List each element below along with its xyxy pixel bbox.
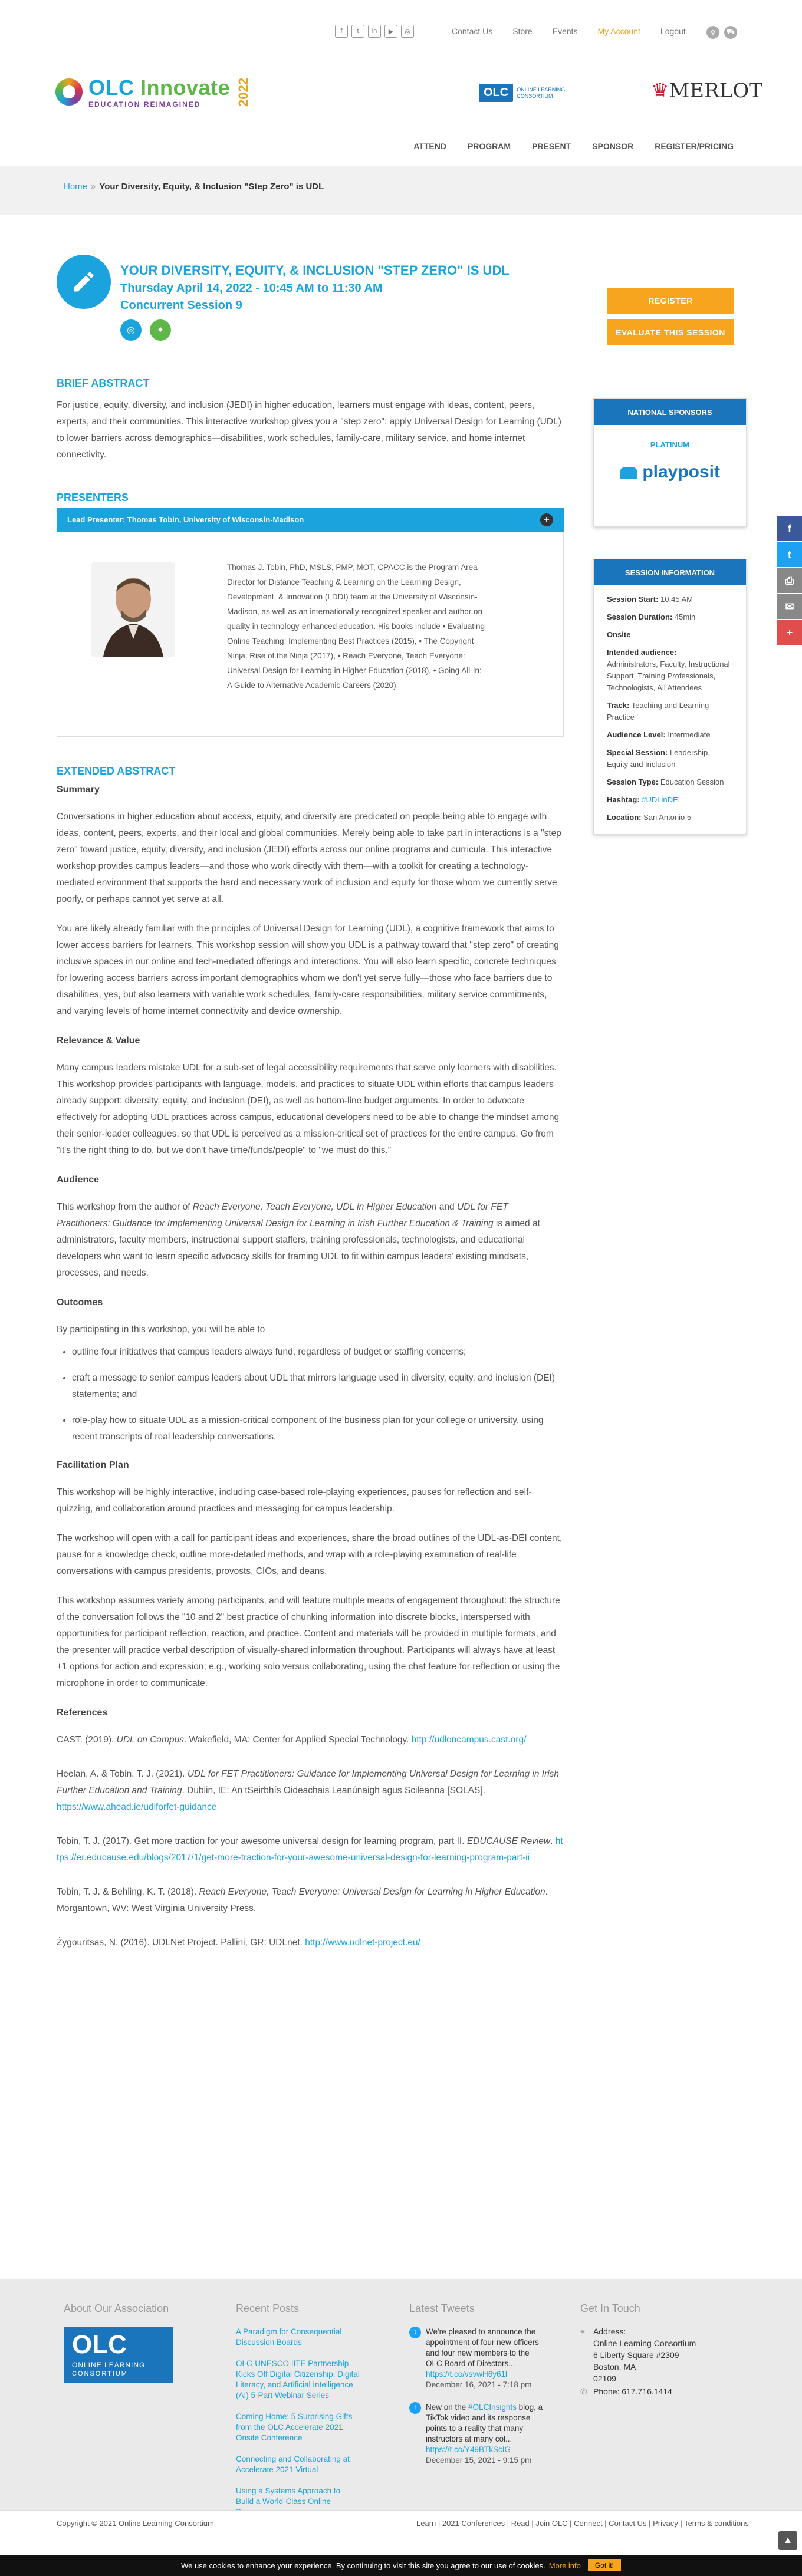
share-email-icon[interactable]: ✉ (777, 594, 802, 619)
tweet-hashtag-link[interactable]: #OLCInsights (468, 2403, 517, 2412)
cookie-got-it-button[interactable]: Got it! (588, 2559, 621, 2571)
twitter-icon: t (409, 2327, 421, 2338)
nav-sponsor[interactable]: SPONSOR (592, 141, 634, 151)
location-pin-icon: ⌖ (580, 2327, 585, 2336)
presenter-bio: Thomas J. Tobin, PhD, MSLS, PMP, MOT, CPACC is the Program Area Director for Distance Teaching & Learning on the Learning Design, Development, & Innovation (LDDI) team at the University of Wisconsin-Madison, as well as an internationally-recognized speaker and author on quality in technology-enhanced education. His books include • Evaluating Online Teaching: Implementing Best Practices (2015), • The Copyright Ninja: Rise of the Ninja (2017), • Reach Everyone, Teach Everyone: Universal Design for Learning in Higher Education (2018), • Going All-In: A Guide to Alternative Academic Careers (2020). (227, 563, 485, 690)
breadcrumb-band (0, 166, 802, 215)
innovate-burst-icon (55, 78, 83, 106)
copyright-bar (0, 2510, 802, 2536)
relevance-heading: Relevance & Value (57, 1036, 140, 1046)
logo-year: 2022 (236, 77, 251, 107)
footer-touch-heading: Get In Touch (580, 2302, 640, 2314)
address-label: Address: (593, 2327, 626, 2336)
reference-item (57, 1833, 564, 1866)
linkedin-icon[interactable]: in (368, 25, 381, 38)
facilitation-paragraph-2: The workshop will open with a call for participant ideas and experiences, share the broad outlines of the UDL-as-DEI content, pause for a knowledge check, outline more-detailed methods, and wrap with a role-playing examination of real-life conversations with campus presidents, provosts, CIOs, and deans. (57, 1533, 563, 1576)
reference-text: Tobin, T. J. (2017). Get more traction for your awesome universal design for learning program, part II. (57, 1836, 467, 1846)
nav-program[interactable]: PROGRAM (467, 141, 511, 151)
facebook-icon[interactable]: f (335, 25, 348, 38)
summary-paragraph-1: Conversations in higher education about access, equity, and diversity are predicated on people being able to engage with ideas, content, peers, experts, and their local and global communities. Merely being able to take part in interactions is a "step zero" toward justice, equity, diversity, and inclusion (JEDI) efforts across our online programs and curricula. This interactive workshop provides campus leaders—and those who work directly with them—with a toolkit for creating a technology-mediated environment that supports the hard and necessary work of inclusion and equity for those whom we currently serve poorly, or perhaps cannot yet serve at all. (57, 812, 561, 904)
address-line: 02109 (593, 2374, 616, 2383)
phone-value[interactable]: 617.716.1414 (622, 2387, 672, 2396)
cookie-more-info-link[interactable]: More info (548, 2561, 581, 2570)
reference-title: Reach Everyone, Teach Everyone: Universal Design for Learning in Higher Education (199, 1887, 545, 1897)
session-type-label: Session Type: (607, 778, 659, 786)
twitter-icon: t (409, 2402, 421, 2414)
special-session-value: Leadership, Equity and Inclusion (607, 748, 710, 769)
list-item[interactable]: Connecting and Collaborating at Accelerate 2021 Virtual (236, 2455, 350, 2474)
list-item (409, 2327, 545, 2390)
session-duration-label: Session Duration: (607, 612, 673, 621)
main-nav (413, 141, 734, 151)
reference-title: UDL for FET Practitioners: Guidance for Implementing Universal Design for Learning in Irish Further Education and Training (57, 1769, 560, 1796)
playposit-text: playposit (642, 462, 721, 482)
outcomes-list (72, 1344, 564, 1445)
intended-audience-label: Intended audience: (607, 648, 677, 657)
copyright-text: Copyright © 2021 Online Learning Consortium (57, 2519, 214, 2528)
facilitation-heading: Facilitation Plan (57, 1460, 129, 1470)
cookie-banner (0, 2555, 802, 2576)
location-value: San Antonio 5 (643, 813, 692, 822)
reference-item (57, 1732, 564, 1748)
footer-links[interactable]: Learn | 2021 Conferences | Read | Join OLC | Connect | Contact Us | Privacy | Terms & conditions (416, 2519, 749, 2528)
phone-icon: ✆ (580, 2387, 587, 2396)
tweet-link[interactable]: https://t.co/vsvwH6y61l (426, 2370, 508, 2379)
top-bar (0, 0, 802, 68)
footer-about (64, 2302, 173, 2383)
twitter-icon[interactable]: t (351, 25, 364, 38)
logo-tagline: EDUCATION REIMAGINED (88, 100, 201, 108)
social-links (335, 25, 414, 38)
footer-tweets-heading: Latest Tweets (409, 2302, 475, 2314)
list-item[interactable]: A Paradigm for Consequential Discussion Boards (236, 2327, 342, 2347)
merlot-logo[interactable] (651, 79, 762, 103)
session-datetime: Thursday April 14, 2022 - 10:45 AM to 11:30 AM (120, 282, 383, 295)
session-duration-value: 45min (674, 612, 696, 621)
store-link[interactable]: Store (512, 27, 533, 36)
list-item: • outline four initiatives that campus leaders always fund, regardless of budget or staffing concerns; (72, 1344, 564, 1361)
reference-text: . (550, 1836, 556, 1846)
reference-title: EDUCAUSE Review (466, 1836, 551, 1846)
merlot-text: MERLOT (669, 79, 762, 103)
outcomes-intro: By participating in this workshop, you will be able to (57, 1325, 265, 1335)
hashtag-link[interactable]: #UDLinDEI (642, 795, 681, 804)
breadcrumb (64, 182, 324, 192)
olc-badge-text: OLC (479, 84, 513, 102)
breadcrumb-home[interactable]: Home (64, 182, 88, 192)
back-to-top-icon[interactable]: ▲ (778, 2531, 797, 2550)
session-type-value: Education Session (660, 778, 724, 786)
session-info-heading: SESSION INFORMATION (594, 559, 746, 585)
instagram-icon[interactable]: ◎ (401, 25, 414, 38)
session-info-sidebar (593, 559, 747, 835)
footer-olc-logo[interactable] (64, 2327, 173, 2383)
platinum-label: PLATINUM (650, 440, 690, 449)
audience-level-value: Intermediate (668, 730, 711, 739)
reference-text: . Dublin, IE: An tSeirbhís Oideachais Leanúnaigh agus Scileanna [SOLAS]. (182, 1786, 485, 1796)
olc-badge-line2: CONSORTIUM (517, 93, 553, 99)
presenters-heading: PRESENTERS (57, 492, 129, 503)
footer-about-heading: About Our Association (64, 2302, 169, 2314)
audience-text-1: This workshop from the author of (57, 1202, 193, 1212)
reference-item (57, 1884, 564, 1917)
nav-attend[interactable]: ATTEND (413, 141, 446, 151)
share-print-icon[interactable]: ⎙ (777, 568, 802, 593)
sponsors-box (593, 398, 747, 527)
summary-paragraph-2: You are likely already familiar with the principles of Universal Design for Learning (UDL), a cognitive framework that aims to lower access barriers for learners. This workshop session will show you UDL is a pathway toward that "step zero" of creating inclusive spaces in our online and tech-mediated offerings and interactions. You will also learn specific, concrete techniques for lowering access barriers across important demographics whom we don't yet serve fully—those who face barriers due to disabilities, yes, but also learners with variable work schedules, family-care responsibilities, military service commitments, and varying levels of home internet connectivity and device ownership. (57, 924, 559, 1016)
footer-recent-posts (236, 2302, 360, 2528)
footer-posts-heading: Recent Posts (236, 2302, 300, 2314)
events-link[interactable]: Events (552, 27, 578, 36)
playposit-mark-icon (620, 467, 637, 479)
share-facebook-icon[interactable]: f (777, 516, 802, 541)
olc-consortium-logo[interactable] (479, 84, 565, 102)
reference-item (57, 1766, 564, 1816)
presenter-photo (91, 562, 175, 657)
my-account-link[interactable]: My Account (597, 27, 640, 36)
audience-level-label: Audience Level: (607, 730, 666, 739)
tweet-date: December 16, 2021 - 7:18 pm (426, 2380, 532, 2389)
cookie-text: We use cookies to enhance your experience. By continuing to visit this site you agree to our use of cookies. (181, 2561, 545, 2570)
cart-icon[interactable]: ⛟ (724, 26, 737, 39)
footer-latest-tweets (409, 2302, 545, 2478)
list-item: • craft a message to senior campus leaders about UDL that mirrors language used in diversity, equity, and inclusion (DEI) statements; and (72, 1370, 564, 1403)
references-list (57, 1732, 564, 1951)
share-more-icon[interactable]: + (777, 620, 802, 645)
outcomes-heading: Outcomes (57, 1297, 103, 1307)
evaluate-session-button[interactable]: EVALUATE THIS SESSION (607, 319, 734, 345)
logout-link[interactable]: Logout (660, 27, 686, 36)
tweet-text: blog, a TikTok video and its response points to a reality that many instructors at many col... (426, 2403, 543, 2443)
summary-heading: Summary (57, 785, 100, 795)
audience-text-3: is aimed at administrators, faculty members, instructional support staffers, training professionals, technologists, and educational developers who want to learn specific advocacy skills for framing UDL to fit within campus leaders' existing mindsets, processes, and needs. (57, 1218, 540, 1278)
lead-presenter-bar[interactable] (57, 508, 564, 532)
brief-abstract-heading: BRIEF ABSTRACT (57, 377, 150, 389)
session-type: Concurrent Session 9 (120, 299, 242, 312)
brief-abstract-text: For justice, equity, diversity, and inclusion (JEDI) in higher education, learners must engage with ideas, content, peers, experts, and their communities. This interactive workshop gives you a "step zero": apply Universal Design for Learning (UDL) to lower barriers across demographics—disabilities, work schedules, family-care, military service, and home internet connectivity. (57, 400, 561, 460)
footer (0, 2279, 802, 2532)
footer-logo-line2: CONSORTIUM (72, 2370, 128, 2377)
playposit-logo[interactable] (594, 462, 746, 482)
footer-logo-text: OLC (72, 2330, 127, 2359)
audience-heading: Audience (57, 1175, 100, 1185)
presenter-card (57, 532, 564, 737)
tweet-text: We're pleased to announce the appointment of four new officers and four new members to the OLC Board of Directors... (426, 2327, 539, 2368)
special-session-label: Special Session: (607, 748, 668, 757)
nav-register-pricing[interactable]: REGISTER/PRICING (655, 141, 734, 151)
main-content (57, 375, 564, 1969)
track-value: Teaching and Learning Practice (607, 701, 709, 722)
olc-innovate-logo[interactable] (55, 75, 251, 108)
footer-get-in-touch (580, 2302, 696, 2399)
reference-item (57, 1935, 564, 1951)
address-line: 6 Liberty Square #2309 (593, 2350, 679, 2360)
logo-innovate-text: Innovate (140, 75, 231, 100)
logo-olc-text: OLC (88, 75, 134, 100)
sponsors-sidebar (593, 398, 747, 527)
tweet-date: December 15, 2021 - 9:15 pm (426, 2456, 532, 2465)
session-pencil-icon (57, 255, 111, 309)
track-label: Track: (607, 701, 630, 710)
share-twitter-icon[interactable]: t (777, 542, 802, 567)
target-icon: ◎ (120, 319, 142, 341)
facilitation-paragraph-3: This workshop assumes variety among participants, and will feature multiple means of engagement throughout: the structure of the conversation follows the "10 and 2" best practice of chunking information into discrete blocks, interspersed with opportunities for participant reflection, reaction, and practice. Content and materials will be provided in multiple formats, and the presenter will practice verbal description of visually-shared information throughout. Participants will always have at least +1 options for action and expression; e.g., working solo versus collaborating, using the chat feature for reflection or using the microphone in order to communicate. (57, 1596, 560, 1688)
reference-link[interactable]: https://er.educause.edu/blogs/2017/1/get-more-traction-for-your-awesome-universal-design-for-learning-program-part-ii (57, 1836, 563, 1863)
audience-book-2: UDL for FET Practitioners: Guidance for Implementing Universal Design for Learning in Irish Further Education & Training (57, 1202, 508, 1228)
audience-book-1: Reach Everyone, Teach Everyone, UDL in Higher Education (192, 1202, 437, 1212)
phone-label: Phone: (593, 2387, 620, 2396)
session-start-value: 10:45 AM (660, 595, 693, 604)
reference-link[interactable]: https://www.ahead.ie/udlforfet-guidance (57, 1802, 217, 1812)
reference-text: . Wakefield, MA: Center for Applied Special Technology. (183, 1735, 412, 1745)
utility-links (452, 27, 686, 36)
list-item[interactable]: OLC-UNESCO IITE Partnership Kicks Off Digital Citizenship, Digital Literacy, and Artificial Intelligence (AI) 5-Part Webinar Series (236, 2359, 360, 2400)
list-item (409, 2402, 545, 2466)
merlot-mark-icon: ♛ (651, 79, 669, 103)
session-title: YOUR DIVERSITY, EQUITY, & INCLUSION "STEP ZERO" IS UDL (120, 263, 510, 278)
list-item[interactable]: Using a Systems Approach to Build a World-Class Online (236, 2486, 341, 2506)
nav-present[interactable]: PRESENT (532, 141, 571, 151)
references-heading: References (57, 1708, 108, 1718)
address-line: Boston, MA (593, 2362, 636, 2371)
track-badge-icon: ✦ (150, 319, 171, 341)
address-line: Online Learning Consortium (593, 2338, 696, 2348)
reference-link[interactable]: http://udloncampus.cast.org/ (411, 1735, 527, 1745)
reference-text: Heelan, A. & Tobin, T. J. (2021). (57, 1769, 188, 1779)
footer-logo-line1: ONLINE LEARNING (72, 2361, 146, 2369)
intended-audience-value: Administrators, Faculty, Instructional Support, Training Professionals, Technologists, All Attendees (607, 660, 730, 692)
session-info-box (593, 559, 747, 835)
lead-presenter-label: Lead Presenter: Thomas Tobin, University of Wisconsin-Madison (67, 515, 304, 524)
reference-text: . Morgantown, WV: West Virginia University Press. (57, 1887, 548, 1913)
tweet-link[interactable]: https://t.co/Y49BTkScIG (426, 2445, 511, 2454)
breadcrumb-current: Your Diversity, Equity, & Inclusion "Step Zero" is UDL (99, 182, 324, 192)
relevance-paragraph: Many campus leaders mistake UDL for a sub-set of legal accessibility requirements that serve only learners with disabilities. This workshop provides participants with language, models, and practices to situate UDL within efforts that campus leaders already support: diversity, equity, and inclusion (DEI), as well as bottom-line budget arguments. In order to advocate effectively for adopting UDL practices across campus, educational developers need to be able to change the mindset among their senior-leader colleagues, so that UDL is perceived as a mission-critical set of practices for the entire campus. Go from "it's the right thing to do, but we don't have time/funds/people" to "we must do this." (57, 1063, 560, 1155)
reference-text: CAST. (2019). (57, 1735, 117, 1745)
youtube-icon[interactable]: ▶ (384, 25, 397, 38)
expand-plus-icon[interactable]: + (540, 513, 553, 526)
session-start-label: Session Start: (607, 595, 659, 604)
reference-title: UDL on Campus (116, 1735, 184, 1745)
onsite-label: Onsite (607, 630, 631, 639)
location-label: Location: (607, 813, 642, 822)
facilitation-paragraph-1: This workshop will be highly interactive, including case-based role-playing experiences, pauses for reflection and self-quizzing, and collaboration around practices and messaging for campus leadership. (57, 1487, 532, 1514)
audience-paragraph (57, 1199, 564, 1282)
reference-link[interactable]: http://www.udlnet-project.eu/ (305, 1938, 420, 1948)
audience-text-2: and (436, 1202, 457, 1212)
national-sponsors-heading: NATIONAL SPONSORS (594, 399, 746, 425)
olc-badge-line1: ONLINE LEARNING (517, 86, 566, 93)
hashtag-label: Hashtag: (607, 795, 640, 804)
list-item: • role-play how to situate UDL as a mission-critical component of the business plan for your college or university, using recent transcripts of real leadership conversations. (72, 1412, 564, 1445)
extended-abstract-heading: EXTENDED ABSTRACT (57, 765, 176, 777)
search-icon[interactable]: ⚲ (706, 26, 719, 39)
contact-us-link[interactable]: Contact Us (452, 27, 493, 36)
breadcrumb-separator: » (91, 182, 96, 192)
reference-text: Żygouritsas, N. (2016). UDLNet Project. Pallini, GR: UDLnet. (57, 1938, 305, 1948)
register-button[interactable]: REGISTER (607, 288, 734, 314)
reference-text: Tobin, T. J. & Behling, K. T. (2018). (57, 1887, 199, 1897)
tweet-text: New on the (426, 2403, 469, 2412)
list-item[interactable]: Coming Home: 5 Surprising Gifts from the OLC Accelerate 2021 Onsite Conference (236, 2412, 353, 2442)
